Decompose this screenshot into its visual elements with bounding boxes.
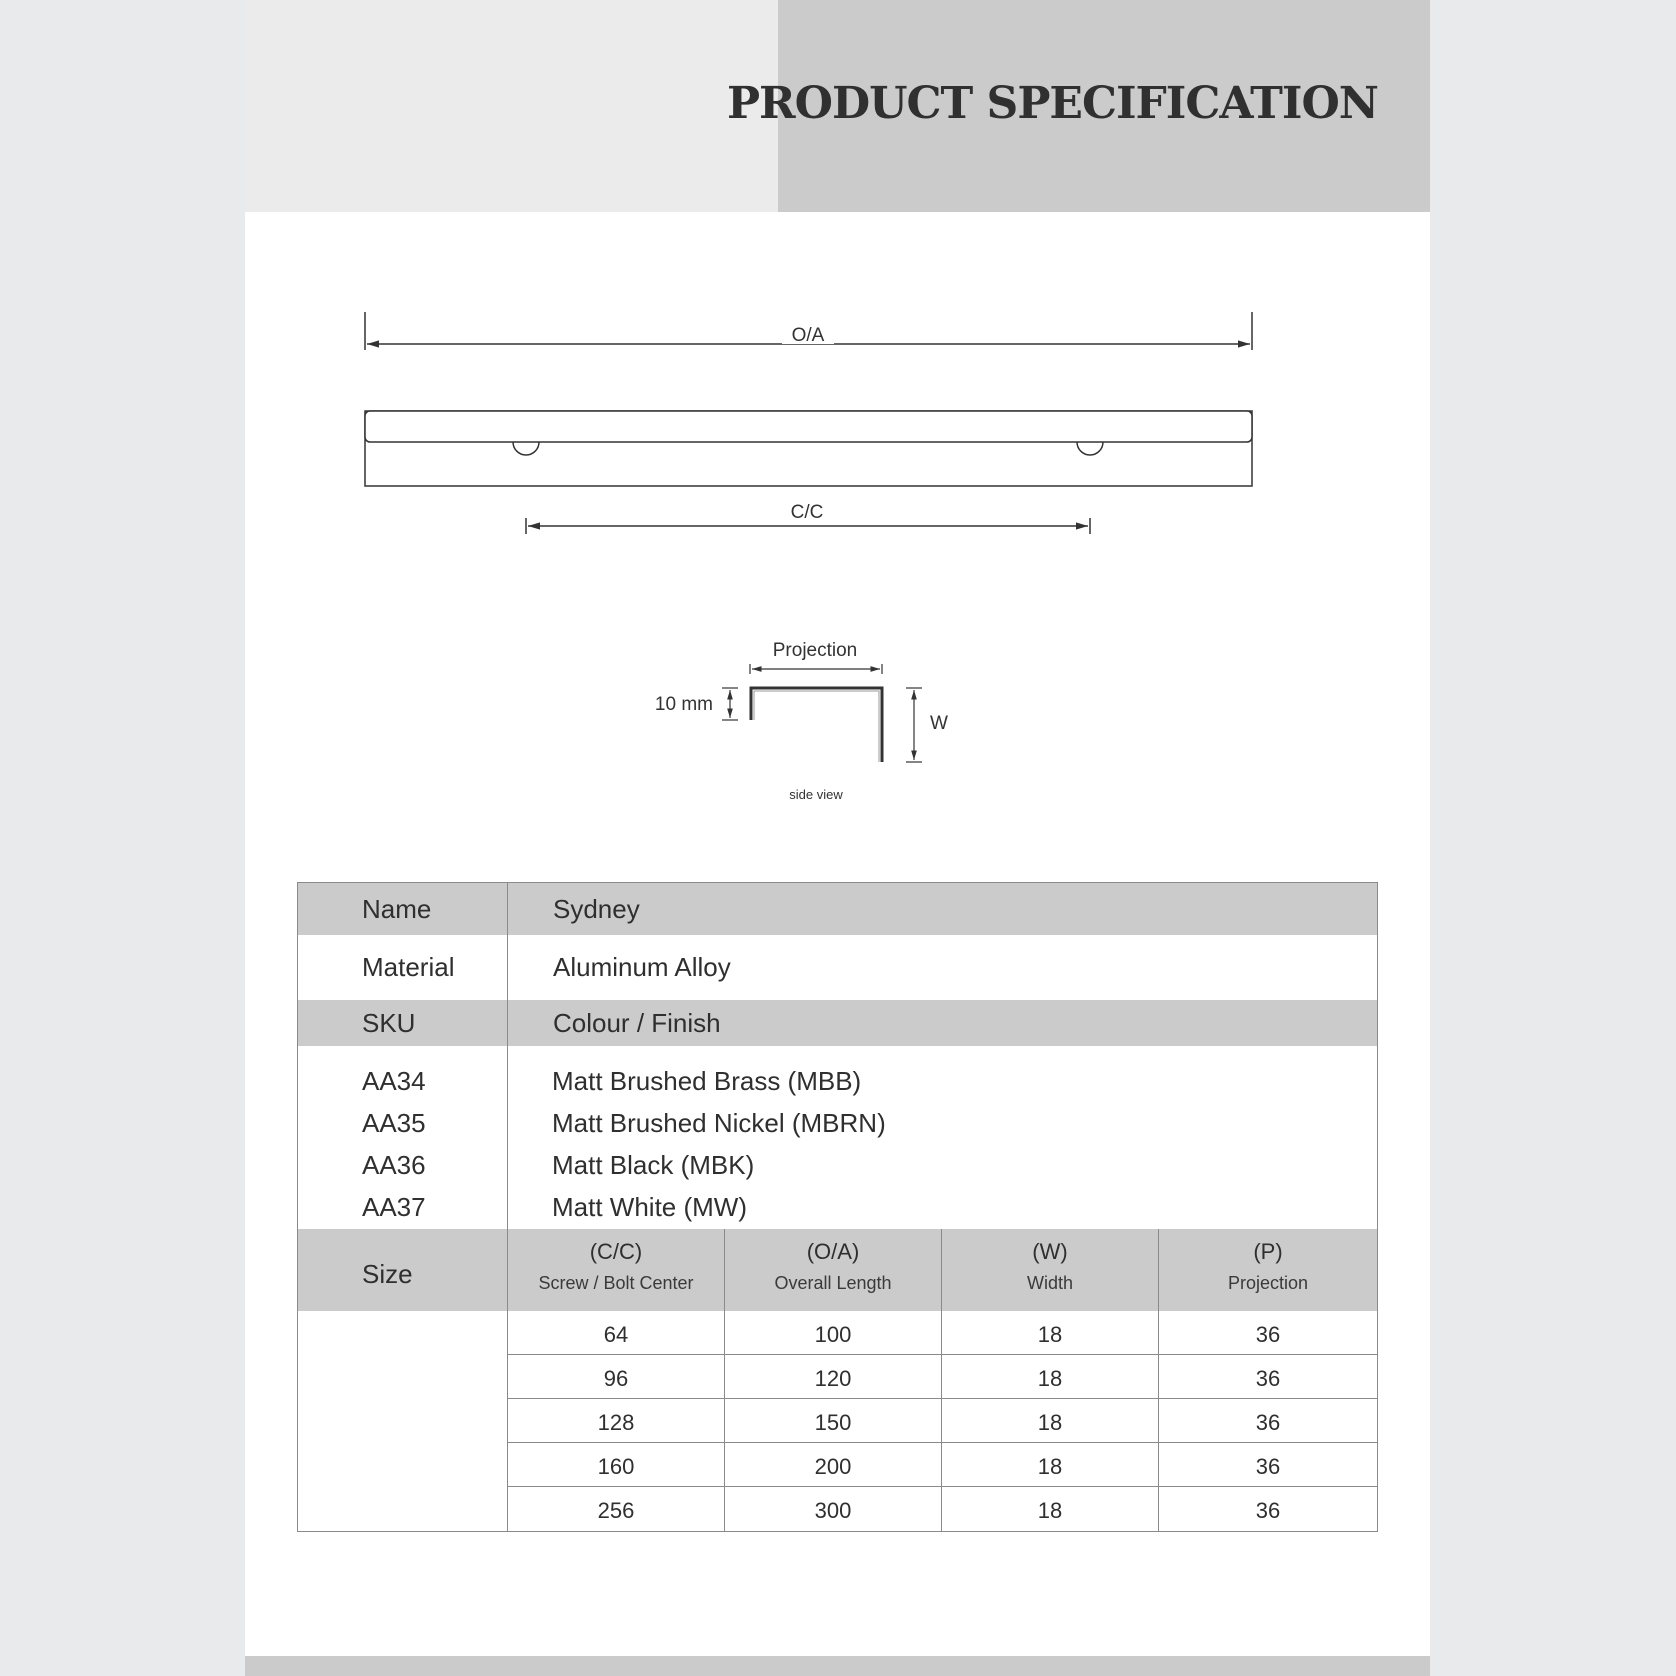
column-abbreviation: (P)	[1253, 1239, 1283, 1264]
column-abbreviation: (O/A)	[806, 1239, 860, 1264]
table-row	[508, 1443, 1377, 1487]
sku-list	[298, 1046, 508, 1229]
projection-value: 36	[1255, 1453, 1281, 1479]
handle-side-view	[655, 640, 948, 802]
size-data-blank	[298, 1311, 508, 1531]
cc-value: 128	[508, 1399, 725, 1442]
size-column-header	[1159, 1229, 1377, 1311]
technical-drawing	[0, 0, 1676, 820]
sku-code: AA36	[362, 1150, 426, 1180]
sku-code: AA34	[362, 1066, 426, 1096]
table-row	[508, 1355, 1377, 1399]
size-data-area	[298, 1311, 1377, 1531]
size-label: Size	[298, 1229, 508, 1311]
width-value: 18	[942, 1487, 1159, 1531]
finish-name: Matt White (MW)	[552, 1192, 747, 1222]
oa-value: 300	[725, 1487, 942, 1531]
sku-header-row	[298, 1000, 1377, 1046]
center-distance-dimension	[526, 502, 1090, 534]
size-column-header	[508, 1229, 725, 1311]
page-title: PRODUCT SPECIFICATION	[726, 78, 1378, 129]
overall-length-dimension	[365, 312, 1252, 350]
projection-value: 36	[1255, 1409, 1281, 1435]
thickness-label: 10 mm	[654, 694, 713, 715]
column-abbreviation: (C/C)	[589, 1239, 643, 1264]
variants-row	[298, 1046, 1377, 1229]
width-label: W	[930, 713, 948, 734]
overall-length-label: O/A	[791, 325, 825, 346]
oa-value: 120	[725, 1355, 942, 1398]
sku-code: AA35	[362, 1108, 426, 1138]
size-column-header	[725, 1229, 942, 1311]
name-value: Sydney	[553, 893, 640, 924]
finish-name: Matt Black (MBK)	[552, 1150, 755, 1180]
table-row	[508, 1487, 1377, 1531]
name-label: Name	[298, 883, 508, 935]
footer-bar	[245, 1656, 1430, 1676]
table-row	[508, 1311, 1377, 1355]
width-value: 18	[942, 1311, 1159, 1354]
side-view-caption: side view	[789, 787, 843, 802]
finish-header: Colour / Finish	[553, 1007, 721, 1038]
cc-value: 64	[508, 1311, 725, 1354]
handle-front-view	[365, 411, 1252, 486]
table-row	[508, 1399, 1377, 1443]
sku-code: AA37	[362, 1192, 426, 1222]
sku-label: SKU	[298, 1000, 508, 1046]
finish-name: Matt Brushed Nickel (MBRN)	[552, 1108, 886, 1138]
size-column-header	[942, 1229, 1159, 1311]
size-data-rows	[508, 1311, 1377, 1531]
column-description: Width	[1026, 1273, 1073, 1293]
projection-value: 36	[1255, 1321, 1281, 1347]
projection-value: 36	[1255, 1365, 1281, 1391]
column-description: Projection	[1227, 1273, 1309, 1293]
oa-value: 200	[725, 1443, 942, 1486]
width-value: 18	[942, 1443, 1159, 1486]
center-distance-label: C/C	[790, 502, 824, 523]
cc-value: 160	[508, 1443, 725, 1486]
name-row	[298, 883, 1377, 935]
column-description: Overall Length	[774, 1273, 892, 1293]
material-value: Aluminum Alloy	[553, 952, 731, 982]
finish-name: Matt Brushed Brass (MBB)	[552, 1066, 862, 1096]
cc-value: 256	[508, 1487, 725, 1531]
width-value: 18	[942, 1399, 1159, 1442]
projection-value: 36	[1255, 1498, 1281, 1523]
material-row	[298, 935, 1377, 1000]
width-value: 18	[942, 1355, 1159, 1398]
size-header-row	[298, 1229, 1377, 1311]
column-description: Screw / Bolt Center	[538, 1273, 694, 1293]
oa-value: 150	[725, 1399, 942, 1442]
material-label: Material	[298, 935, 508, 1000]
column-abbreviation: (W)	[1032, 1239, 1068, 1264]
specification-table	[297, 882, 1378, 1532]
oa-value: 100	[725, 1311, 942, 1354]
projection-label: Projection	[772, 640, 858, 661]
finish-list	[508, 1046, 1377, 1229]
cc-value: 96	[508, 1355, 725, 1398]
